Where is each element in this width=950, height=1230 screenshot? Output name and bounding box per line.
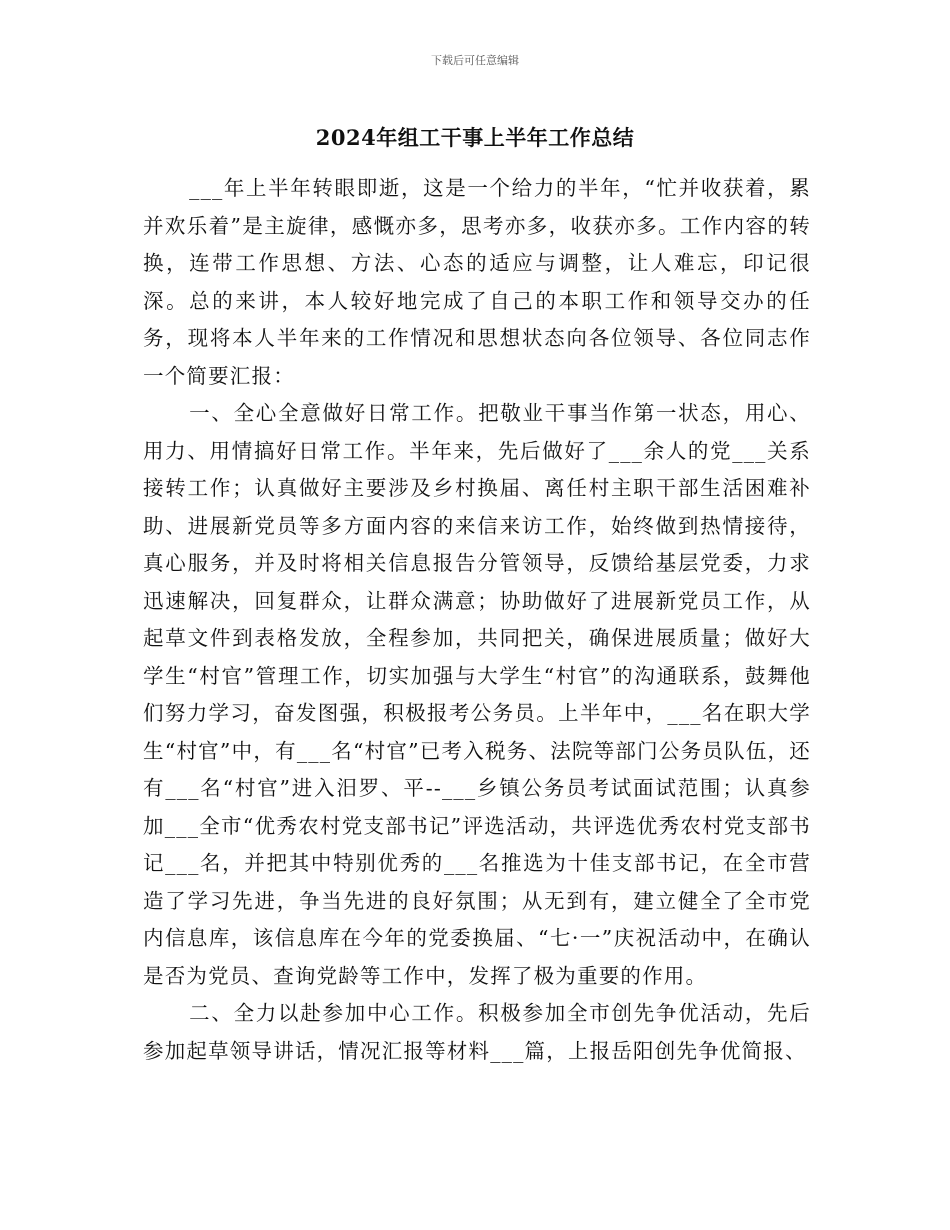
header-note: 下载后可任意编辑 [431, 54, 519, 67]
document-body [143, 170, 811, 1070]
paragraph-intro: ___年上半年转眼即逝，这是一个给力的半年，“忙并收获着，累并欢乐着”是主旋律，感慨亦多，思考亦多，收获亦多。工作内容的转换，连带工作思想、方法、心态的适应与调整，让人难忘，印记很深。总的来讲，本人较好地完成了自己的本职工作和领导交办的任务，现将本人半年来的工作情况和思想状态向各位领导、各位同志作一个简要汇报： [143, 176, 811, 388]
paragraph-section-2: 二、全力以赴参加中心工作。积极参加全市创先争优活动，先后参加起草领导讲话，情况汇报等材料___篇，上报岳阳创先争优简报、 [143, 1001, 811, 1063]
paragraph-section-1: 一、全心全意做好日常工作。把敬业干事当作第一状态，用心、用力、用情搞好日常工作。半年来，先后做好了___余人的党___关系接转工作；认真做好主要涉及乡村换届、离任村主职干部生活困难补助、进展新党员等多方面内容的来信来访工作，始终做到热情接待，真心服务，并及时将相关信息报告分管领导，反馈给基层党委，力求迅速解决，回复群众，让群众满意；协助做好了进展新党员工作，从起草文件到表格发放，全程参加，共同把关，确保进展质量；做好大学生“村官”管理工作，切实加强与大学生“村官”的沟通联系，鼓舞他们努力学习，奋发图强，积极报考公务员。上半年中，___名在职大学生“村官”中，有___名“村官”已考入税务、法院等部门公务员队伍，还有___名“村官”进入汨罗、平--___乡镇公务员考试面试范围；认真参加___全市“优秀农村党支部书记”评选活动，共评选优秀农村党支部书记___名，并把其中特别优秀的___名推选为十佳支部书记，在全市营造了学习先进，争当先进的良好氛围；从无到有，建立健全了全市党内信息库，该信息库在今年的党委换届、“七·一”庆祝活动中，在确认是否为党员、查询党龄等工作中，发挥了极为重要的作用。 [143, 401, 811, 988]
document-title: 2024年组工干事上半年工作总结 [315, 125, 635, 150]
